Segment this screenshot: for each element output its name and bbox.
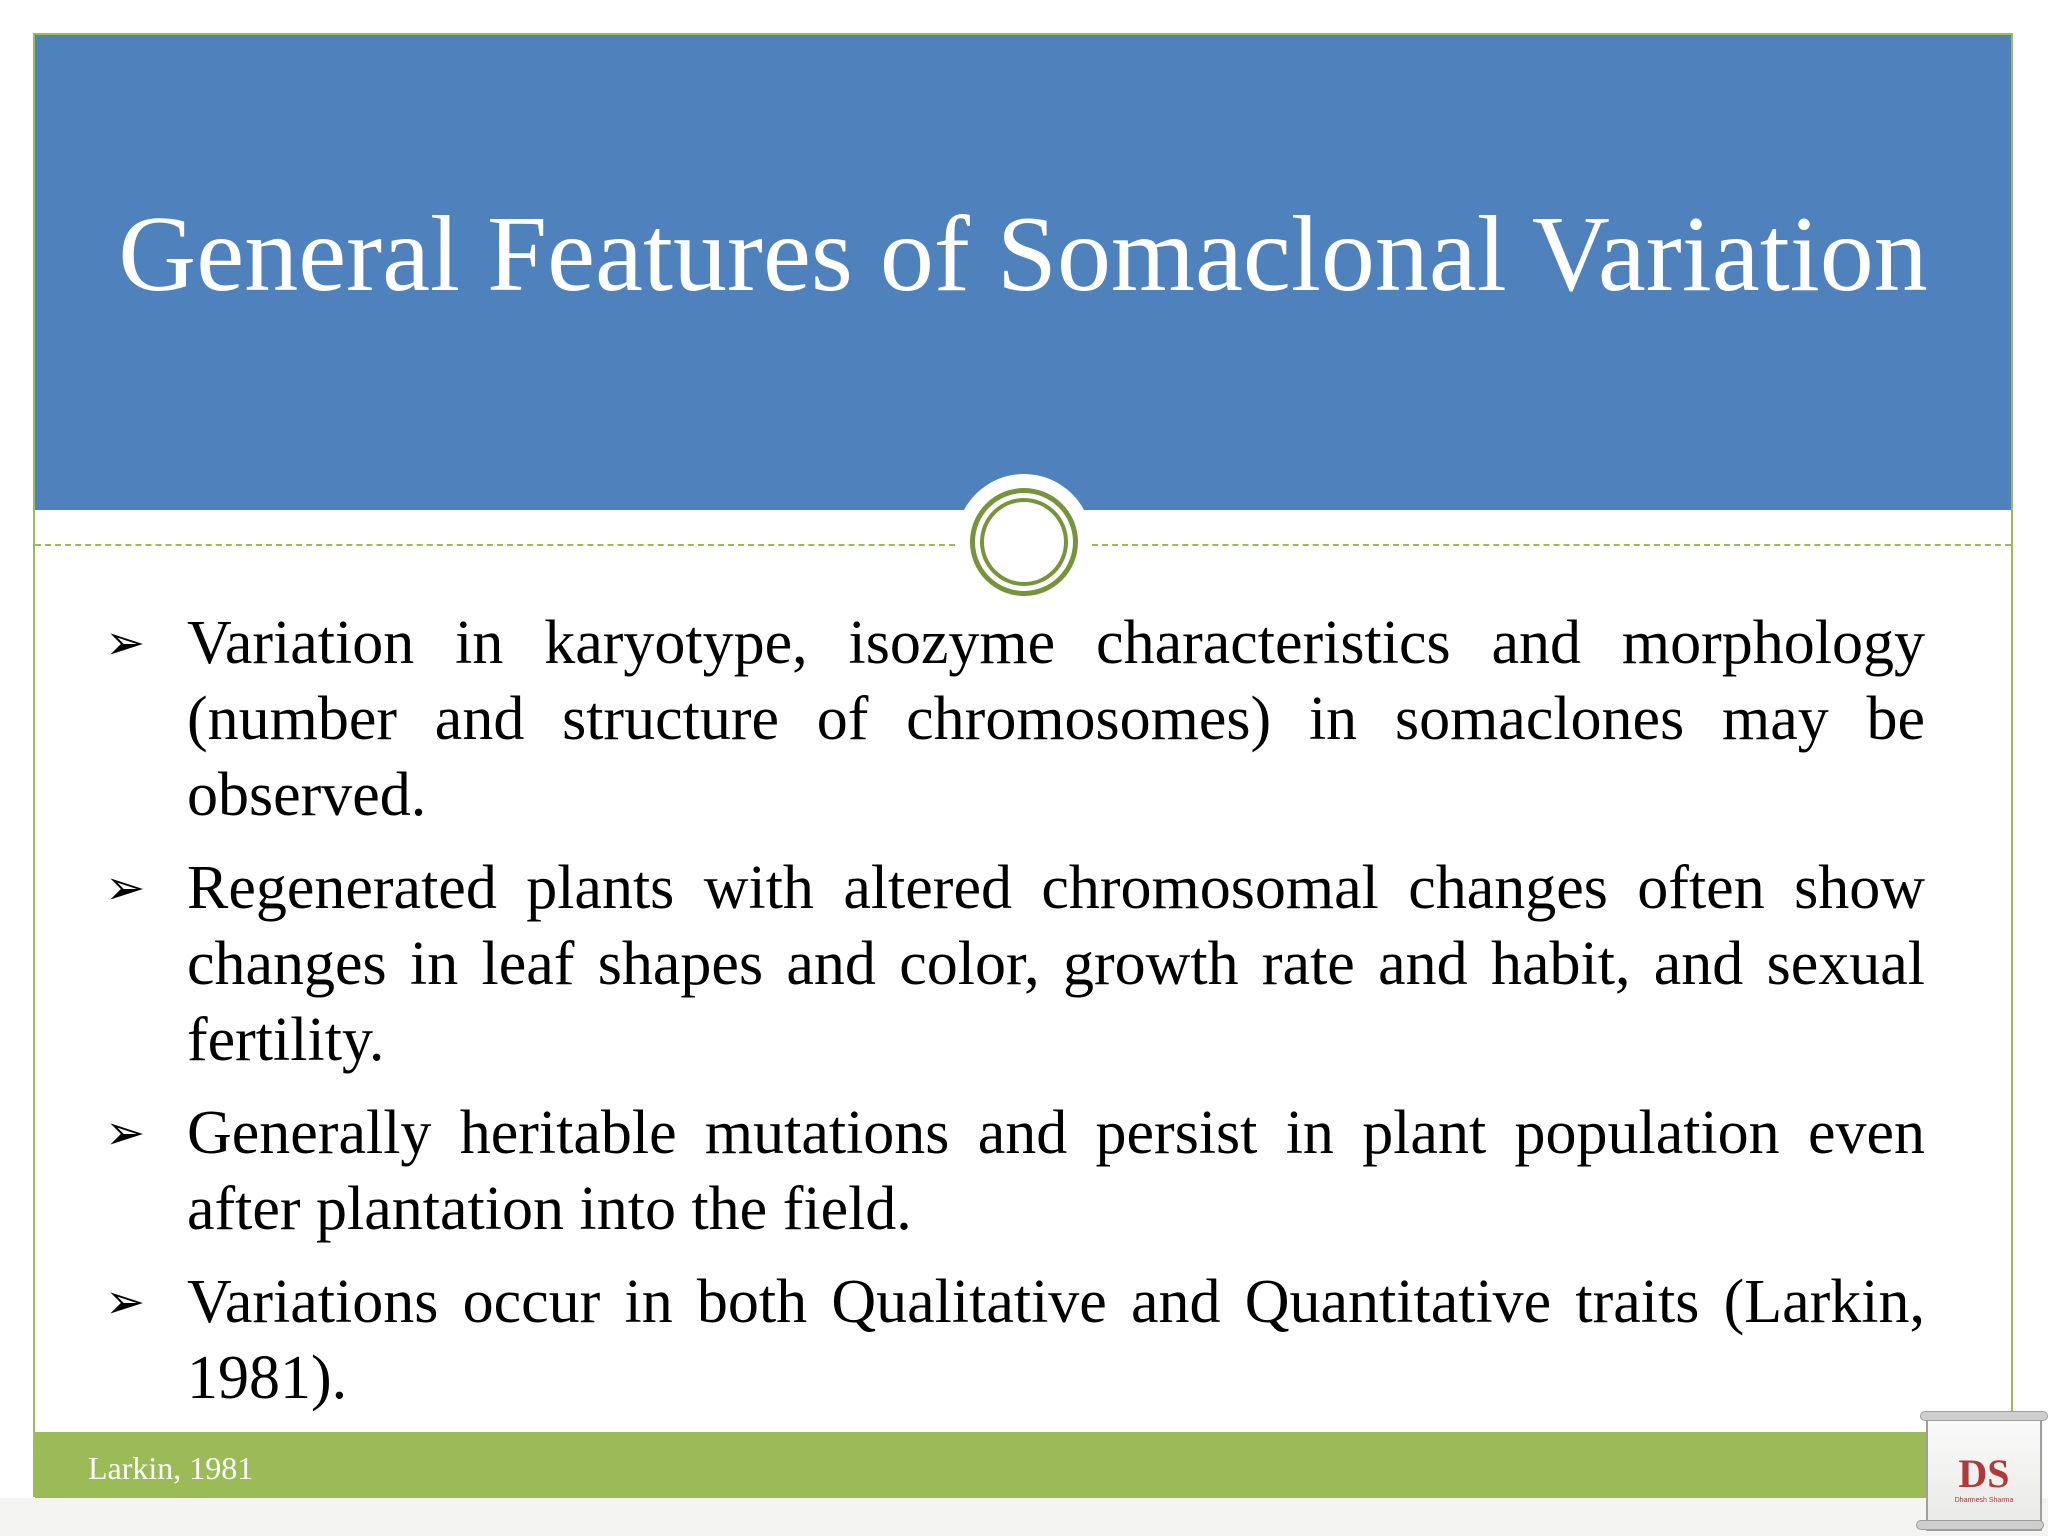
bullet-text: Generally heritable mutations and persist in plant population even after plantation into the field.	[187, 1099, 1925, 1243]
footer-citation: Larkin, 1981	[88, 1450, 254, 1486]
footer-bar	[35, 1432, 2011, 1498]
divider-left	[35, 544, 955, 546]
bullet-text: Variation in karyotype, isozyme characteristics and morphology (number and structure of chromosomes) in somaclones may be observed.	[187, 609, 1925, 829]
bullet-item	[105, 850, 1925, 1078]
bullet-text: Regenerated plants with altered chromosomal changes often show changes in leaf shapes and color, growth rate and habit, and sexual fertility.	[187, 854, 1925, 1074]
logo-subtext: Dharmesh Sharma	[1954, 1497, 2014, 1504]
arrowhead-bullet-icon: ➢	[105, 615, 146, 671]
inner-ring-icon	[980, 498, 1068, 586]
bullet-item	[105, 1095, 1925, 1247]
bullet-list	[105, 605, 1925, 1433]
arrowhead-bullet-icon: ➢	[105, 860, 146, 916]
logo-text: DS	[1958, 1451, 2010, 1496]
bullet-text: Variations occur in both Qualitative and Quantitative traits (Larkin, 1981).	[187, 1268, 1925, 1412]
scroll-roll-top	[1920, 1411, 2048, 1421]
arrowhead-bullet-icon: ➢	[105, 1274, 146, 1330]
bullet-item	[105, 605, 1925, 833]
divider-right	[1092, 544, 2011, 546]
bullet-item	[105, 1264, 1925, 1416]
bottom-margin	[0, 1498, 2048, 1536]
arrowhead-bullet-icon: ➢	[105, 1105, 146, 1161]
slide-title: General Features of Somaclonal Variation	[118, 195, 1928, 314]
scroll-roll-bottom	[1916, 1520, 2044, 1530]
